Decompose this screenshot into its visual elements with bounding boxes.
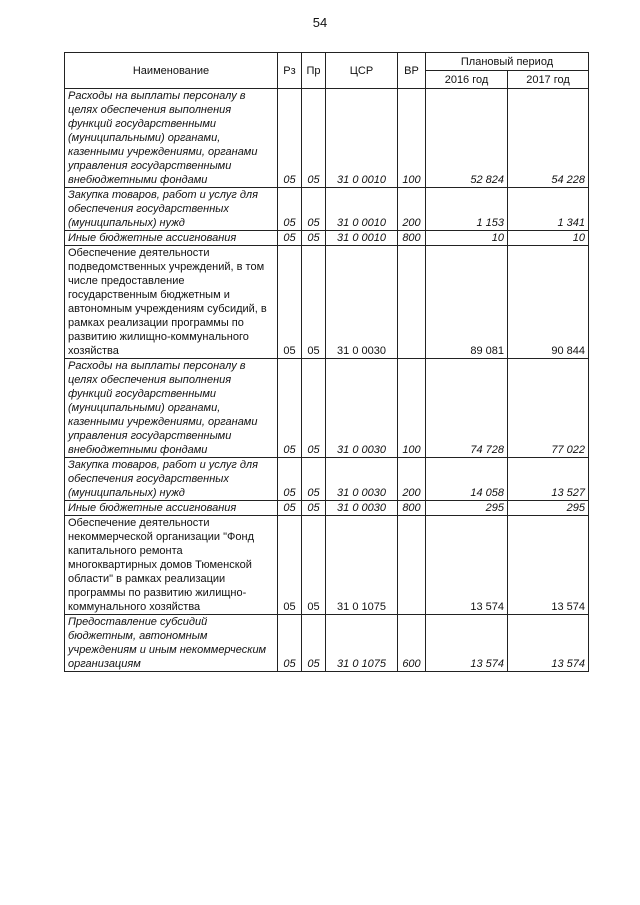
row-2017: 13 574 — [508, 516, 589, 615]
row-name: Расходы на выплаты персоналу в целях обеспечения выполнения функций государственными (муниципальными) органами, казенными учреждениями, органами управления государственными внебюджетными фондами — [65, 89, 278, 188]
row-vr: 600 — [398, 615, 426, 672]
row-name: Расходы на выплаты персоналу в целях обеспечения выполнения функций государственными (муниципальными) органами, казенными учреждениями, органами управления государственными внебюджетными фондами — [65, 359, 278, 458]
row-name: Обеспечение деятельности подведомственных учреждений, в том числе предоставление государственным бюджетным и автономным учреждениям субсидий, в рамках реализации программы по развитию жилищно-коммунального хозяйства — [65, 246, 278, 359]
row-pr: 05 — [302, 188, 326, 231]
row-vr: 200 — [398, 188, 426, 231]
row-pr: 05 — [302, 501, 326, 516]
row-2016: 13 574 — [426, 615, 508, 672]
row-name: Обеспечение деятельности некоммерческой организации "Фонд капитального ремонта многоквартирных домов Тюменской области" в рамках реализации программы по развитию жилищно-коммунального хозяйства — [65, 516, 278, 615]
row-csr: 31 0 0010 — [326, 188, 398, 231]
header-2016: 2016 год — [426, 71, 508, 89]
row-2016: 89 081 — [426, 246, 508, 359]
budget-table — [64, 52, 589, 672]
row-2016: 295 — [426, 501, 508, 516]
row-vr: 800 — [398, 231, 426, 246]
row-vr: 200 — [398, 458, 426, 501]
row-2016: 14 058 — [426, 458, 508, 501]
row-2017: 1 341 — [508, 188, 589, 231]
row-2017: 13 527 — [508, 458, 589, 501]
header-vr: ВР — [398, 53, 426, 89]
row-csr: 31 0 1075 — [326, 615, 398, 672]
table-row — [65, 359, 589, 458]
header-planned-period: Плановый период — [426, 53, 589, 71]
row-rz: 05 — [278, 458, 302, 501]
row-2016: 10 — [426, 231, 508, 246]
row-rz: 05 — [278, 615, 302, 672]
row-pr: 05 — [302, 231, 326, 246]
row-pr: 05 — [302, 516, 326, 615]
row-2016: 52 824 — [426, 89, 508, 188]
table-row — [65, 89, 589, 188]
header-name: Наименование — [65, 53, 278, 89]
row-rz: 05 — [278, 89, 302, 188]
row-rz: 05 — [278, 246, 302, 359]
table-row — [65, 231, 589, 246]
page-number: 54 — [312, 15, 328, 30]
row-pr: 05 — [302, 359, 326, 458]
row-name: Закупка товаров, работ и услуг для обеспечения государственных (муниципальных) нужд — [65, 188, 278, 231]
row-csr: 31 0 0030 — [326, 246, 398, 359]
header-pr: Пр — [302, 53, 326, 89]
row-pr: 05 — [302, 246, 326, 359]
row-name: Иные бюджетные ассигнования — [65, 231, 278, 246]
row-csr: 31 0 0010 — [326, 231, 398, 246]
row-rz: 05 — [278, 188, 302, 231]
row-2017: 54 228 — [508, 89, 589, 188]
row-2016: 1 153 — [426, 188, 508, 231]
row-vr: 100 — [398, 359, 426, 458]
row-pr: 05 — [302, 458, 326, 501]
row-2017: 77 022 — [508, 359, 589, 458]
row-name: Закупка товаров, работ и услуг для обеспечения государственных (муниципальных) нужд — [65, 458, 278, 501]
row-name: Предоставление субсидий бюджетным, автономным учреждениям и иным некоммерческим организациям — [65, 615, 278, 672]
table-row — [65, 516, 589, 615]
row-rz: 05 — [278, 501, 302, 516]
row-vr — [398, 516, 426, 615]
row-vr: 800 — [398, 501, 426, 516]
header-2017: 2017 год — [508, 71, 589, 89]
row-name: Иные бюджетные ассигнования — [65, 501, 278, 516]
row-2017: 90 844 — [508, 246, 589, 359]
table-row — [65, 188, 589, 231]
row-csr: 31 0 1075 — [326, 516, 398, 615]
table-row — [65, 501, 589, 516]
row-rz: 05 — [278, 516, 302, 615]
row-pr: 05 — [302, 89, 326, 188]
header-csr: ЦСР — [326, 53, 398, 89]
table-row — [65, 246, 589, 359]
row-2017: 10 — [508, 231, 589, 246]
row-csr: 31 0 0030 — [326, 458, 398, 501]
row-vr — [398, 246, 426, 359]
row-2017: 13 574 — [508, 615, 589, 672]
row-csr: 31 0 0030 — [326, 501, 398, 516]
row-csr: 31 0 0030 — [326, 359, 398, 458]
table-row — [65, 615, 589, 672]
header-rz: Рз — [278, 53, 302, 89]
row-rz: 05 — [278, 359, 302, 458]
row-rz: 05 — [278, 231, 302, 246]
header-row — [65, 53, 589, 71]
table-row — [65, 458, 589, 501]
row-csr: 31 0 0010 — [326, 89, 398, 188]
row-2017: 295 — [508, 501, 589, 516]
row-2016: 13 574 — [426, 516, 508, 615]
row-2016: 74 728 — [426, 359, 508, 458]
row-vr: 100 — [398, 89, 426, 188]
row-pr: 05 — [302, 615, 326, 672]
